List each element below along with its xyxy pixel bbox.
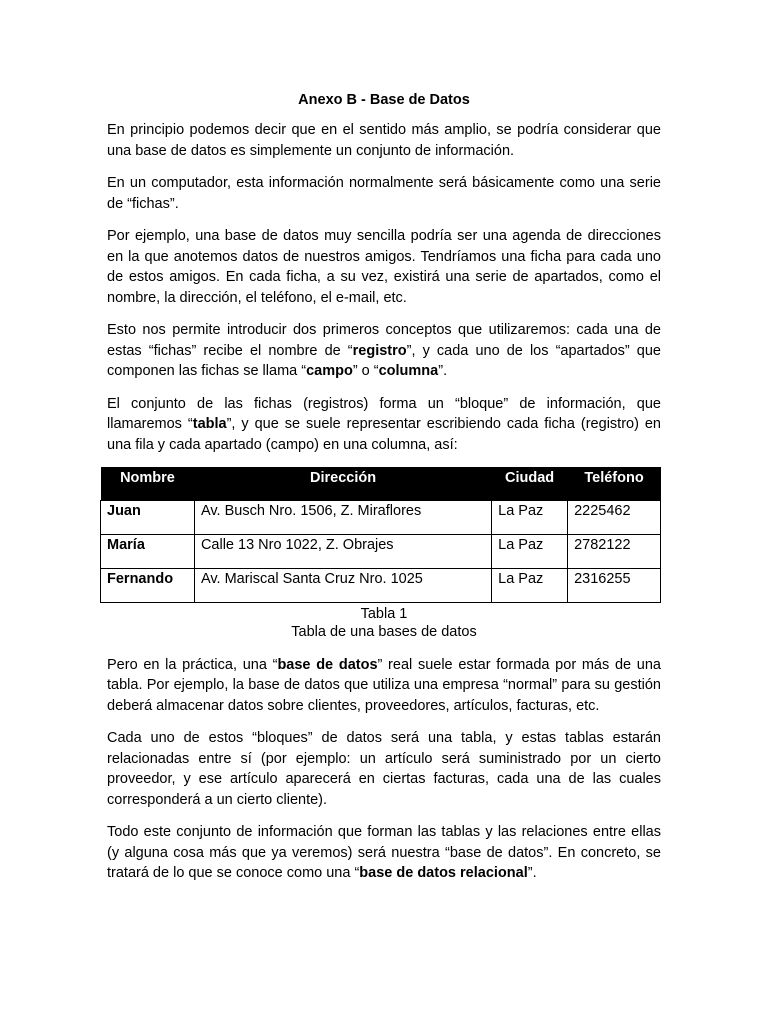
cell-ciudad: La Paz: [492, 534, 568, 568]
paragraph-4-text-2: ”, y cada uno de los “apartados” que componen las fichas se llama “: [107, 342, 661, 379]
table-row: [101, 500, 661, 534]
term-campo: campo: [306, 363, 353, 379]
paragraph-2: En un computador, esta información normalmente será básicamente como una serie de “fichas”.: [107, 175, 661, 212]
paragraph-7: Cada uno de estos “bloques” de datos será una tabla, y estas tablas estarán relacionadas entre sí (por ejemplo: un artículo será suministrado por un cierto proveedor, y ese artículo aparecerá en ciertas facturas, cada una de las cuales corresponderá a un cierto cliente).: [107, 730, 661, 808]
paragraph-4-text-3: ” o “: [352, 363, 379, 379]
table-row: [101, 534, 661, 568]
cell-ciudad: La Paz: [492, 500, 568, 534]
cell-direccion: Calle 13 Nro 1022, Z. Obrajes: [194, 534, 491, 568]
table-header-row: [101, 467, 661, 500]
cell-direccion: Av. Mariscal Santa Cruz Nro. 1025: [194, 568, 491, 602]
cell-telefono: 2782122: [568, 534, 661, 568]
paragraph-5-text-1: El conjunto de las fichas (registros) forma un “bloque” de información, que llamaremos “: [107, 395, 661, 432]
term-tabla: tabla: [192, 416, 227, 432]
table-row: [101, 568, 661, 602]
paragraph-4-text-4: ”.: [438, 363, 448, 379]
cell-telefono: 2225462: [568, 500, 661, 534]
cell-nombre: Fernando: [101, 568, 195, 602]
term-registro: registro: [352, 342, 407, 359]
cell-direccion: Av. Busch Nro. 1506, Z. Miraflores: [194, 500, 491, 534]
paragraph-5: [107, 394, 661, 456]
paragraph-5-text-2: ”, y que se suele representar escribiendo cada ficha (registro) en una fila y cada apartado (campo) en una columna, así:: [107, 416, 662, 453]
paragraph-8-text-1: Todo este conjunto de información que forman las tablas y las relaciones entre ellas (y alguna cosa más que ya veremos) será nuestra “base de datos”. En concreto, se tratará de lo que se conoce como una “: [107, 824, 661, 881]
table-caption-text: Tabla de una bases de datos: [291, 623, 477, 640]
cell-nombre: Juan: [101, 500, 195, 534]
header-direccion: Dirección: [194, 467, 491, 500]
header-telefono: Teléfono: [568, 467, 661, 500]
header-nombre: Nombre: [101, 467, 195, 500]
document-title: Anexo B - Base de Datos: [298, 92, 470, 108]
cell-nombre: María: [101, 534, 195, 568]
paragraph-6-text-1: Pero en la práctica, una “: [107, 656, 278, 673]
cell-ciudad: La Paz: [492, 568, 568, 602]
paragraph-8: [107, 822, 661, 884]
paragraph-8-text-2: ”.: [527, 865, 537, 881]
table-caption-number: Tabla 1: [360, 605, 408, 622]
term-base-de-datos: base de datos: [277, 656, 378, 673]
paragraph-4: [107, 320, 661, 382]
paragraph-3: Por ejemplo, una base de datos muy sencilla podría ser una agenda de direcciones en la que anotemos datos de nuestros amigos. Tendríamos una ficha para cada uno de estos amigos. En cada ficha, a su vez, existirá una serie de apartados, como el nombre, la dirección, el teléfono, el e-mail, etc.: [107, 228, 661, 306]
contacts-table: [100, 467, 661, 603]
term-columna: columna: [378, 363, 439, 379]
header-ciudad: Ciudad: [492, 467, 568, 500]
term-base-de-datos-relacional: base de datos relacional: [359, 865, 528, 881]
table-caption: [107, 605, 661, 641]
document-page: [107, 90, 661, 896]
paragraph-6: [107, 655, 661, 717]
paragraph-4-text-1: Esto nos permite introducir dos primeros conceptos que utilizaremos: cada una de estas “fichas” recibe el nombre de “: [107, 322, 661, 359]
paragraph-1: En principio podemos decir que en el sentido más amplio, se podría considerar que una base de datos es simplemente un conjunto de información.: [107, 122, 661, 159]
paragraph-6-text-2: ” real suele estar formada por más de una tabla. Por ejemplo, la base de datos que utiliza una empresa “normal” para su gestión deberá almacenar datos sobre clientes, proveedores, artículos, facturas, etc.: [107, 656, 661, 714]
cell-telefono: 2316255: [568, 568, 661, 602]
